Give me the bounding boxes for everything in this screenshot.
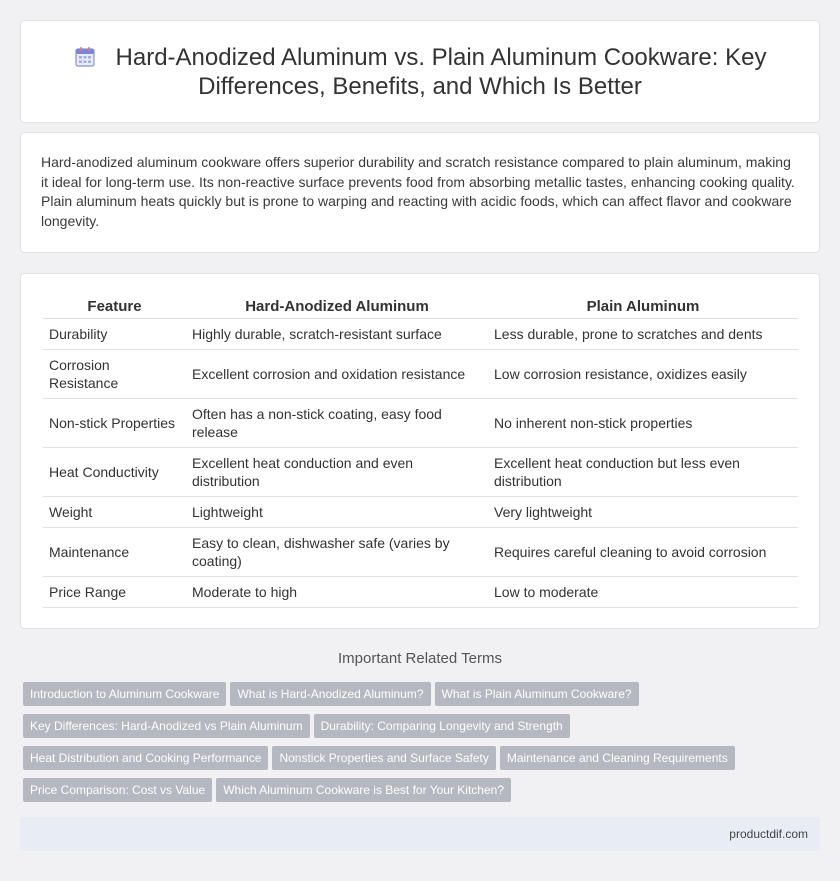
table-cell: Excellent corrosion and oxidation resistance [186,349,488,398]
table-cell: Corrosion Resistance [43,349,186,398]
table-cell: Low to moderate [488,576,798,607]
tag-row [23,746,823,778]
intro-paragraph: Hard-anodized aluminum cookware offers superior durability and scratch resistance compared to plain aluminum, making it ideal for long-term use. Its non-reactive surface prevents food from absorbing metallic tastes, enhancing cooking quality. Plain aluminum heats quickly but is prone to warping and reacting with acidic foods, which can affect flavor and cookware longevity. [41,154,795,229]
tag-link[interactable]: Maintenance and Cleaning Requirements [500,746,735,770]
footer [20,817,820,851]
table-cell: Price Range [43,576,186,607]
tag-row [23,778,823,810]
tag-link[interactable]: Key Differences: Hard-Anodized vs Plain Aluminum [23,714,310,738]
table-cell: Low corrosion resistance, oxidizes easily [488,349,798,398]
tag-link[interactable]: What is Plain Aluminum Cookware? [435,682,639,706]
table-cell: Moderate to high [186,576,488,607]
header-plain: Plain Aluminum [488,296,798,318]
table-cell: Non-stick Properties [43,398,186,447]
tag-link[interactable]: Durability: Comparing Longevity and Strength [314,714,570,738]
table-row [43,349,798,398]
table-cell: No inherent non-stick properties [488,398,798,447]
table-cell: Less durable, prone to scratches and dents [488,318,798,349]
table-cell: Durability [43,318,186,349]
tag-row [23,682,823,714]
table-cell: Very lightweight [488,496,798,527]
table-cell: Easy to clean, dishwasher safe (varies by coating) [186,527,488,576]
table-cell: Requires careful cleaning to avoid corrosion [488,527,798,576]
tag-row [23,714,823,746]
table-row [43,496,798,527]
header-card [20,20,820,123]
table-cell: Highly durable, scratch-resistant surface [186,318,488,349]
table-row [43,398,798,447]
table-cell: Maintenance [43,527,186,576]
intro-card [20,132,820,253]
comparison-table [43,296,798,608]
table-cell: Often has a non-stick coating, easy food release [186,398,488,447]
related-terms-tags [23,682,823,810]
calendar-icon [74,46,96,68]
table-cell: Excellent heat conduction and even distribution [186,447,488,496]
table-row [43,318,798,349]
tag-link[interactable]: What is Hard-Anodized Aluminum? [230,682,430,706]
header-feature: Feature [43,296,186,318]
table-cell: Lightweight [186,496,488,527]
table-cell: Heat Conductivity [43,447,186,496]
footer-site-link[interactable]: productdif.com [729,827,808,841]
comparison-table-card [20,273,820,629]
table-row [43,576,798,607]
tag-link[interactable]: Which Aluminum Cookware is Best for Your Kitchen? [216,778,511,802]
tag-link[interactable]: Price Comparison: Cost vs Value [23,778,212,802]
table-row [43,527,798,576]
table-row [43,447,798,496]
tag-link[interactable]: Nonstick Properties and Surface Safety [272,746,495,770]
tag-link[interactable]: Heat Distribution and Cooking Performance [23,746,268,770]
header-hard-anodized: Hard-Anodized Aluminum [186,296,488,318]
related-terms-heading: Important Related Terms [338,650,502,667]
table-header-row [43,296,798,318]
table-cell: Weight [43,496,186,527]
tag-link[interactable]: Introduction to Aluminum Cookware [23,682,226,706]
table-cell: Excellent heat conduction but less even distribution [488,447,798,496]
title-wrap [51,43,789,101]
page-title: Hard-Anodized Aluminum vs. Plain Aluminum Cookware: Key Differences, Benefits, and Which Is Better [115,44,767,100]
